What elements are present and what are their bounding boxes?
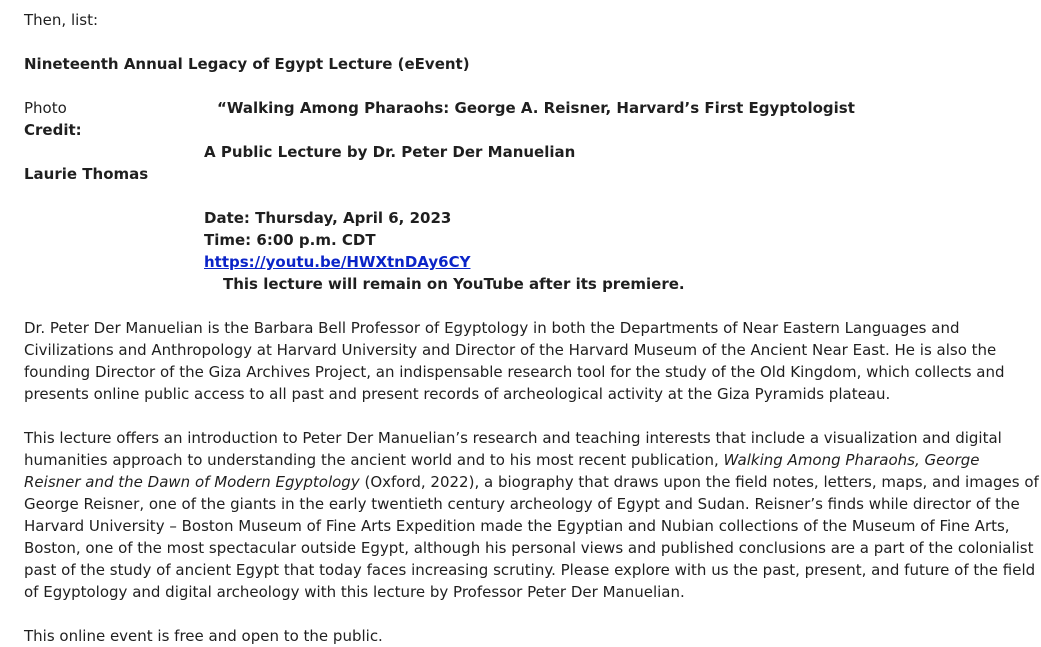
bio-paragraph: [24, 317, 1024, 405]
lecture-time: Time: 6:00 p.m. CDT: [204, 231, 376, 249]
lecture-date: Date: Thursday, April 6, 2023: [204, 209, 452, 227]
intro-text: Then, list:: [24, 11, 99, 29]
photo-credit-label-2: Credit:: [24, 121, 82, 139]
description-line: [24, 471, 1039, 493]
bio-line: presents online public access to all past and present records of archeological activity at the Giza Pyramids plateau.: [24, 385, 891, 403]
bio-line: Dr. Peter Der Manuelian is the Barbara Bell Professor of Egyptology in both the Departments of Near Eastern Languages and: [24, 319, 960, 337]
youtube-link[interactable]: https://youtu.be/HWXtnDAy6CY: [204, 253, 471, 271]
photo-credit-label: Photo: [24, 99, 67, 117]
description-line: George Reisner, one of the giants in the early twentieth century archeology of Egypt and Sudan. Reisner’s finds while director of the: [24, 495, 1020, 513]
description-text: (Oxford, 2022), a biography that draws upon the field notes, letters, maps, and images of: [359, 473, 1039, 491]
lecture-subtitle: A Public Lecture by Dr. Peter Der Manuelian: [204, 143, 576, 161]
description-line: This lecture offers an introduction to Peter Der Manuelian’s research and teaching interests that include a visualization and digital: [24, 429, 1002, 447]
description-line: of Egyptology and digital archeology with this lecture by Professor Peter Der Manuelian.: [24, 583, 685, 601]
closing-text: This online event is free and open to the public.: [24, 627, 383, 645]
bio-line: Civilizations and Anthropology at Harvard University and Director of the Harvard Museum of the Ancient Near East. He is also the: [24, 341, 997, 359]
description-line: [24, 449, 1024, 471]
lecture-note: This lecture will remain on YouTube after its premiere.: [223, 275, 685, 293]
description-line: past of the study of ancient Egypt that today faces increasing scrutiny. Please explore with us the past, present, and future of the field: [24, 561, 1036, 579]
description-paragraph: [24, 427, 1039, 603]
description-text: humanities approach to understanding the ancient world and to his most recent publication,: [24, 451, 724, 469]
description-line: Boston, one of the most spectacular outside Egypt, although his personal views and published conclusions are a part of the colonialist: [24, 539, 1034, 557]
description-line: Harvard University – Boston Museum of Fine Arts Expedition made the Egyptian and Nubian collections of the Museum of Fine Arts,: [24, 517, 1010, 535]
book-title: Walking Among Pharaohs, George: [723, 451, 980, 469]
lecture-title: “Walking Among Pharaohs: George A. Reisner, Harvard’s First Egyptologist: [217, 99, 855, 117]
book-title: Reisner and the Dawn of Modern Egyptology: [24, 473, 360, 491]
bio-line: founding Director of the Giza Archives Project, an indispensable research tool for the study of the Old Kingdom, which collects and: [24, 363, 1005, 381]
event-title: Nineteenth Annual Legacy of Egypt Lecture (eEvent): [24, 55, 470, 73]
photo-credit-name: Laurie Thomas: [24, 165, 149, 183]
